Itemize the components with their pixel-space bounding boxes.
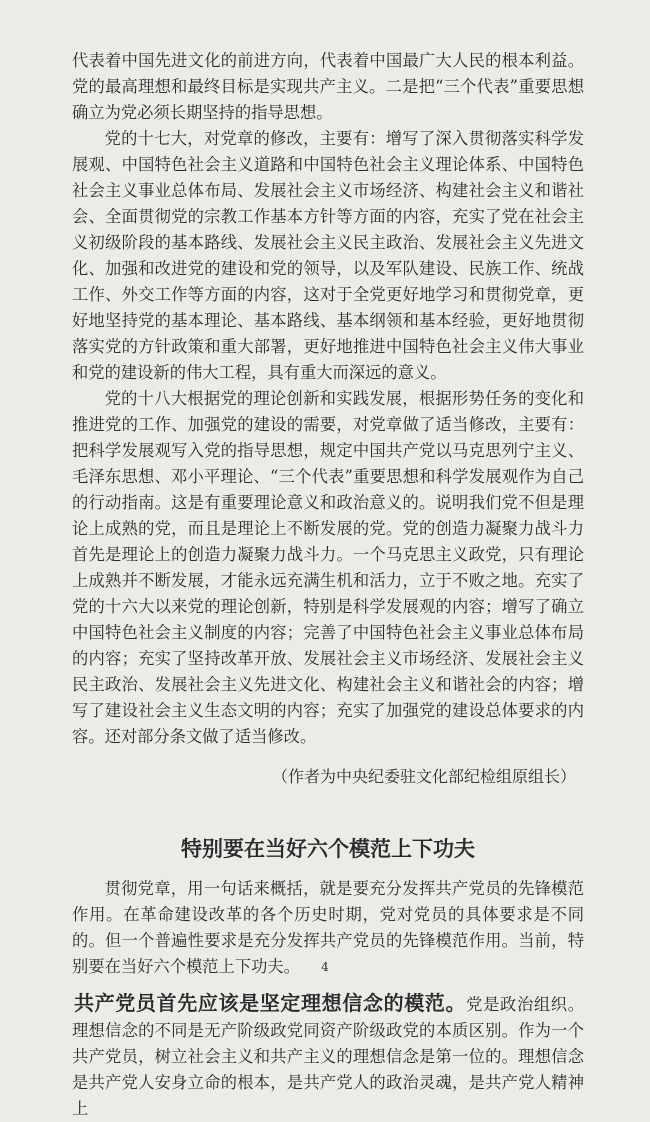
subsection-heading: 共产党员首先应该是坚定理想信念的模范。: [74, 991, 467, 1015]
subsection-body: 党是政治组织。理想信念的不同是无产阶级政党同资产阶级政党的本质区别。作为一个共产党员，树立社会主义和共产主义的理想信念是第一位的。理想信念是共产党人安身立命的根本，是共产党人的政治灵魂，是共产党人精神上: [72, 995, 584, 1118]
body-paragraph: 代表着中国先进文化的前进方向，代表着中国最广大人民的根本利益。党的最高理想和最终目标是实现共产主义。二是把“三个代表”重要思想确立为党必须长期坚持的指导思想。: [72, 51, 584, 122]
body-paragraph: 党的十七大，对党章的修改，主要有：增写了深入贯彻落实科学发展观、中国特色社会主义道路和中国特色社会主义理论体系、中国特色社会主义事业总体布局、发展社会主义市场经济、构建社会主义和谐社会、全面贯彻党的宗教工作基本方针等方面的内容，充实了党在社会主义初级阶段的基本路线、发展社会主义民主政治、发展社会主义先进文化、加强和改进党的建设和党的领导，以及军队建设、民族工作、统战工作、外交工作等方面的内容，这对于全党更好地学习和贯彻党章，更好地坚持党的基本理论、基本路线、基本纲领和基本经验，更好地贯彻落实党的方针政策和重大部署，更好地推进中国特色社会主义伟大事业和党的建设新的伟大工程，具有重大而深远的意义。: [72, 129, 584, 382]
subsection-block: [72, 990, 584, 1122]
author-note: （作者为中央纪委驻文化部纪检组原组长）: [271, 767, 576, 786]
section-intro: 贯彻党章，用一句话来概括，就是要充分发挥共产党员的先锋模范作用。在革命建设改革的各个历史时期，党对党员的具体要求是不同的。但一个普遍性要求是充分发挥共产党员的先锋模范作用。当前，特别要在当好六个模范上下功夫。: [72, 879, 584, 976]
page-number: 4: [321, 960, 329, 974]
body-paragraph: 党的十八大根据党的理论创新和实践发展，根据形势任务的变化和推进党的工作、加强党的建设的需要，对党章做了适当修改，主要有：把科学发展观写入党的指导思想，规定中国共产党以马克思列宁主义、毛泽东思想、邓小平理论、“三个代表”重要思想和科学发展观作为自己的行动指南。这是有重要理论意义和政治意义的。说明我们党不但是理论上成熟的党，而且是理论上不断发展的党。党的创造力凝聚力战斗力首先是理论上的创造力凝聚力战斗力。一个马克思主义政党，只有理论上成熟并不断发展，才能永远充满生机和活力，立于不败之地。充实了党的十六大以来党的理论创新，特别是科学发展观的内容；增写了确立中国特色社会主义制度的内容；完善了中国特色社会主义事业总体布局的内容；充实了坚持改革开放、发展社会主义市场经济、发展社会主义民主政治、发展社会主义先进文化、构建社会主义和谐社会的内容；增写了建设社会主义生态文明的内容；充实了加强党的建设总体要求的内容。还对部分条文做了适当修改。: [72, 389, 584, 746]
section-title: 特别要在当好六个模范上下功夫: [181, 836, 475, 861]
